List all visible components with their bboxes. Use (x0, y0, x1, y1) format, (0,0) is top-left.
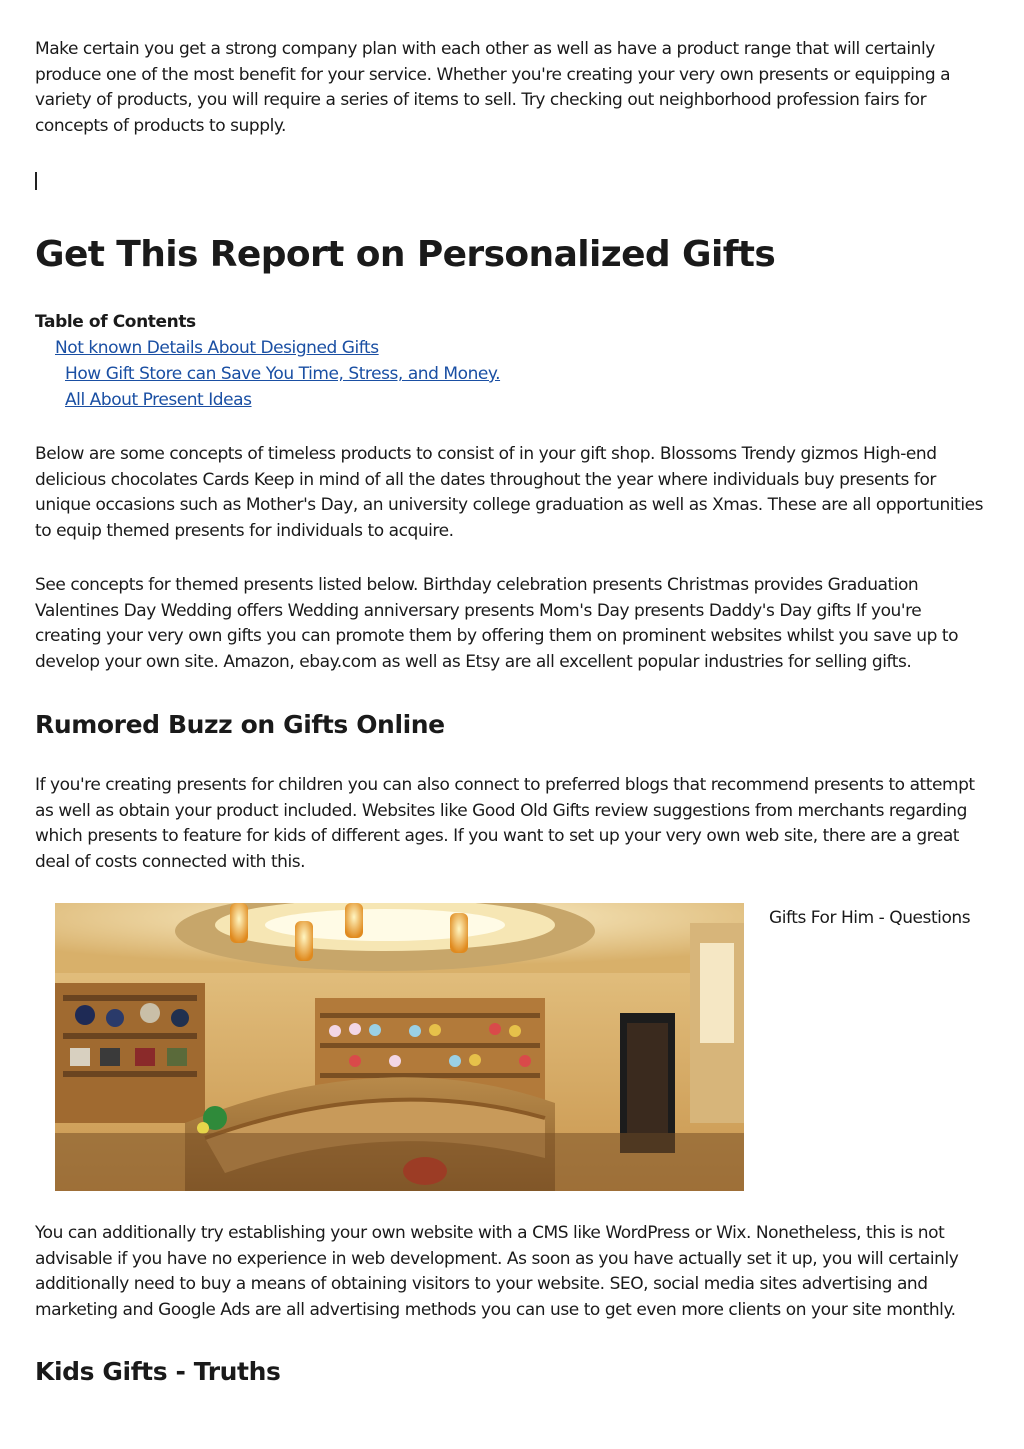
text-cursor (35, 172, 37, 190)
page-title: Get This Report on Personalized Gifts (35, 234, 776, 275)
toc-link-present-ideas[interactable]: All About Present Ideas (65, 390, 252, 410)
figure-caption: Gifts For Him - Questions (769, 908, 971, 928)
paragraph-gift-shop-concepts: Below are some concepts of timeless products to consist of in your gift shop. Blossoms Trendy gizmos High-end delicious chocolates Cards Keep in mind of all the dates throughout the year where individuals buy presents for unique occasions such as Mother's Day, an university college graduation as well as Xmas. These are all opportunities to equip themed presents for individuals to acquire. (35, 444, 984, 542)
paragraph-themed-presents: See concepts for themed presents listed below. Birthday celebration presents Christmas provides Graduation Valentines Day Wedding offers Wedding anniversary presents Mom's Day presents Daddy's Day gifts If you're creating your very own gifts you can promote them by offering them on prominent websites whilst you save up to develop your own site. Amazon, ebay.com as well as Etsy are all excellent popular industries for selling gifts. (35, 575, 959, 673)
gift-shop-photo (55, 903, 744, 1191)
section-heading-gifts-online: Rumored Buzz on Gifts Online (35, 710, 445, 739)
paragraph-cms-website: You can additionally try establishing your own website with a CMS like WordPress or Wix. Nonetheless, this is not advisable if you have no experience in web development. As soon as you have actually set it up, you will certainly additionally need to buy a means of obtaining visitors to your website. SEO, social media sites advertising and marketing and Google Ads are all advertising methods you can use to get even more clients on your site monthly. (35, 1223, 959, 1321)
paragraph-children-presents: If you're creating presents for children you can also connect to preferred blogs that recommend presents to attempt as well as obtain your product included. Websites like Good Old Gifts review suggestions from merchants regarding which presents to feature for kids of different ages. If you want to set up your very own web site, there are a great deal of costs connected with this. (35, 775, 975, 873)
toc-link-designed-gifts[interactable]: Not known Details About Designed Gifts (55, 338, 379, 358)
section-heading-kids-gifts: Kids Gifts - Truths (35, 1357, 281, 1386)
toc-title: Table of Contents (35, 312, 196, 332)
toc-link-gift-store[interactable]: How Gift Store can Save You Time, Stress, and Money. (65, 364, 501, 384)
intro-paragraph: Make certain you get a strong company plan with each other as well as have a product range that will certainly produce one of the most benefit for your service. Whether you're creating your very own presents or equipping a variety of products, you will require a series of items to sell. Try checking out neighborhood profession fairs for concepts of products to supply. (35, 39, 951, 137)
